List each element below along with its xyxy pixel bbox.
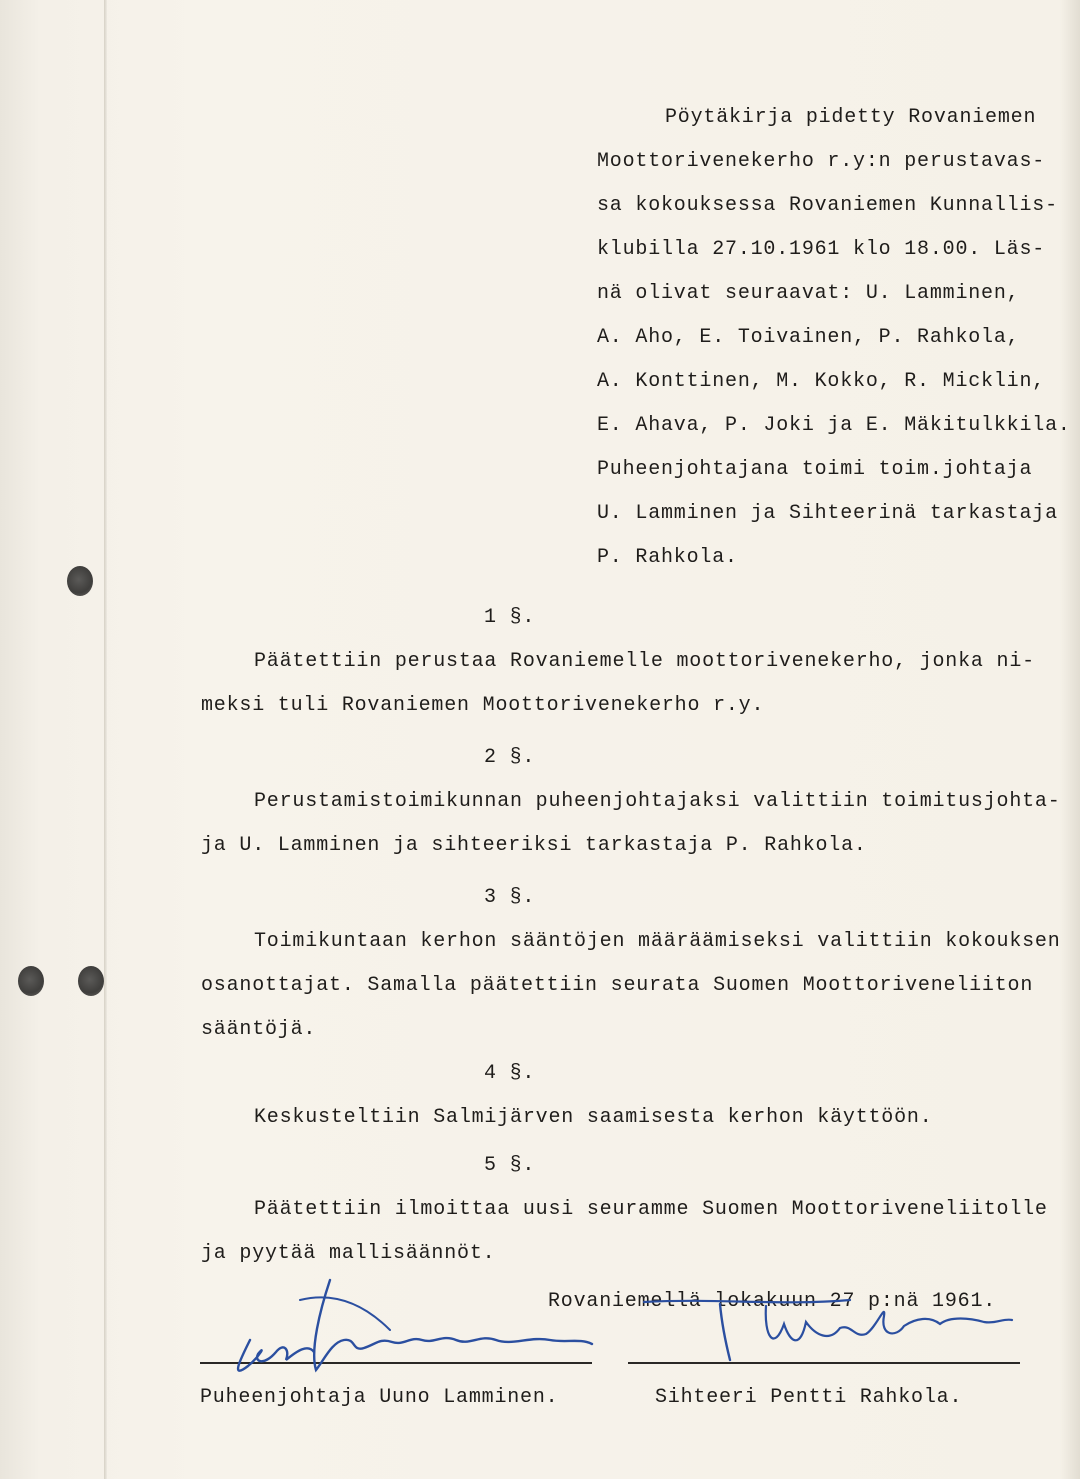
section-text-line: meksi tuli Rovaniemen Moottorivenekerho r.y. — [201, 694, 765, 717]
place-date: Rovaniemellä lokakuun 27 p:nä 1961. — [548, 1290, 997, 1313]
section-text-line: Perustamistoimikunnan puheenjohtajaksi valittiin toimitusjohta- — [254, 790, 1061, 813]
signature-caption-secretary: Sihteeri Pentti Rahkola. — [655, 1386, 963, 1409]
header-line: U. Lamminen ja Sihteerinä tarkastaja — [597, 502, 1058, 525]
header-line: nä olivat seuraavat: U. Lamminen, — [597, 282, 1020, 305]
handwritten-signature-chair — [220, 1270, 620, 1390]
section-text-line: Toimikuntaan kerhon sääntöjen määräämiseksi valittiin kokouksen — [254, 930, 1061, 953]
header-line: Puheenjohtajana toimi toim.johtaja — [597, 458, 1033, 481]
header-line: Moottorivenekerho r.y:n perustavas- — [597, 150, 1046, 173]
binding-edge — [104, 0, 107, 1479]
header-line: P. Rahkola. — [597, 546, 738, 569]
section-number: 5 §. — [484, 1154, 536, 1177]
header-line: A. Aho, E. Toivainen, P. Rahkola, — [597, 326, 1020, 349]
signature-caption-chair: Puheenjohtaja Uuno Lamminen. — [200, 1386, 559, 1409]
section-number: 4 §. — [484, 1062, 536, 1085]
section-number: 3 §. — [484, 886, 536, 909]
section-text-line: Päätettiin ilmoittaa uusi seuramme Suomen Moottoriveneliitolle — [254, 1198, 1048, 1221]
punch-hole-top — [67, 566, 93, 596]
punch-hole-middle — [18, 966, 44, 996]
header-line: sa kokouksessa Rovaniemen Kunnallis- — [597, 194, 1058, 217]
section-text-line: Keskusteltiin Salmijärven saamisesta kerhon käyttöön. — [254, 1106, 933, 1129]
section-number: 2 §. — [484, 746, 536, 769]
section-number: 1 §. — [484, 606, 536, 629]
section-text-line: osanottajat. Samalla päätettiin seurata Suomen Moottoriveneliiton — [201, 974, 1034, 997]
section-text-line: Päätettiin perustaa Rovaniemelle moottorivenekerho, jonka ni- — [254, 650, 1035, 673]
section-text-line: ja pyytää mallisäännöt. — [201, 1242, 496, 1265]
header-line: klubilla 27.10.1961 klo 18.00. Läs- — [597, 238, 1046, 261]
header-line: E. Ahava, P. Joki ja E. Mäkitulkkila. — [597, 414, 1071, 437]
section-text-line: ja U. Lamminen ja sihteeriksi tarkastaja P. Rahkola. — [201, 834, 867, 857]
header-line: Pöytäkirja pidetty Rovaniemen — [665, 106, 1037, 129]
handwritten-signature-secretary — [640, 1296, 1020, 1376]
header-line: A. Konttinen, M. Kokko, R. Micklin, — [597, 370, 1046, 393]
section-text-line: sääntöjä. — [201, 1018, 317, 1041]
punch-hole-right — [78, 966, 104, 996]
